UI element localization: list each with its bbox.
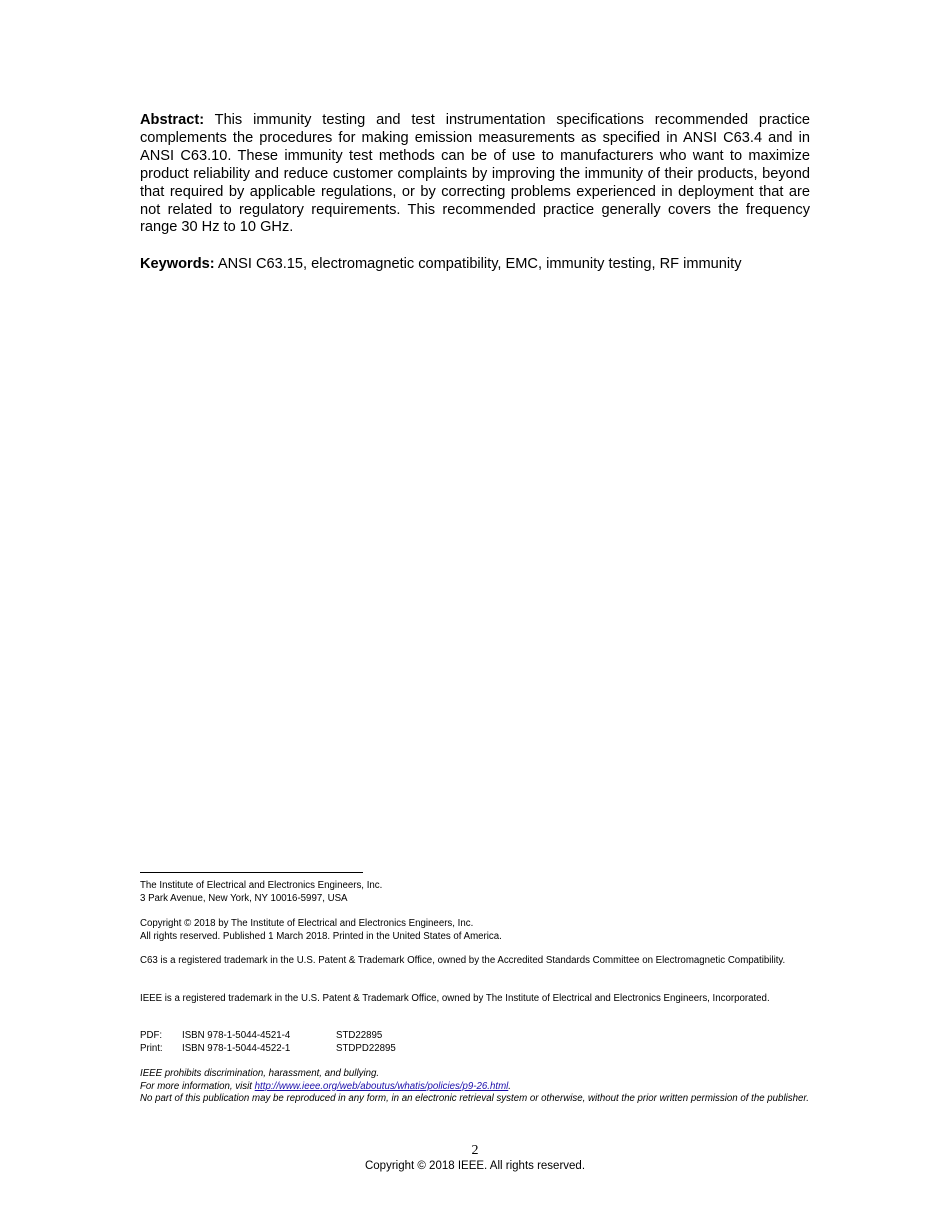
policy-link[interactable]: http://www.ieee.org/web/aboutus/whatis/policies/p9-26.html	[254, 1080, 509, 1092]
isbn-format: Print:	[140, 1042, 163, 1054]
copyright-block	[140, 918, 812, 943]
notice-line-1: IEEE prohibits discrimination, harassment, and bullying.	[140, 1068, 380, 1079]
notice-line-2-suffix: .	[508, 1080, 511, 1092]
copyright-line-1: Copyright © 2018 by The Institute of Electrical and Electronics Engineers, Inc.	[140, 918, 474, 929]
isbn-number: ISBN 978-1-5044-4522-1	[182, 1042, 291, 1054]
isbn-std: STDPD22895	[336, 1042, 396, 1054]
isbn-number: ISBN 978-1-5044-4521-4	[182, 1030, 291, 1041]
c63-trademark-block	[140, 955, 812, 968]
footnote-divider	[140, 872, 363, 873]
isbn-format: PDF:	[140, 1030, 163, 1041]
notice-line-2	[140, 1081, 812, 1094]
ieee-trademark-text: IEEE is a registered trademark in the U.S. Patent & Trademark Office, owned by The Institute of Electrical and Electronics Engineers, Incorporated.	[140, 993, 770, 1004]
c63-trademark-text: C63 is a registered trademark in the U.S. Patent & Trademark Office, owned by the Accredited Standards Committee on Electromagnetic Compatibility.	[140, 955, 786, 966]
notice-block	[140, 1068, 812, 1106]
keywords-label: Keywords:	[140, 256, 215, 272]
isbn-std: STD22895	[336, 1030, 383, 1041]
ieee-trademark-block	[140, 993, 812, 1006]
notice-line-3: No part of this publication may be reproduced in any form, in an electronic retrieval system or otherwise, without the prior written permission of the publisher.	[140, 1093, 809, 1104]
page-number: 2	[471, 1143, 479, 1158]
abstract-text: This immunity testing and test instrumentation specifications recommended practice complements the procedures for making emission measurements as specified in ANSI C63.4 and in ANSI C63.10. These immunity test methods can be of use to manufacturers who want to maximize product reliability and reduce customer complaints by improving the immunity of their products, beyond that required by applicable regulations, or by correcting problems experienced in deployment that are not related to regulatory requirements. This recommended practice generally covers the frequency range 30 Hz to 10 GHz.	[140, 112, 810, 236]
keywords-paragraph	[140, 255, 810, 273]
footer-copyright: Copyright © 2018 IEEE. All rights reserved.	[364, 1160, 586, 1172]
publisher-address: 3 Park Avenue, New York, NY 10016-5997, USA	[140, 892, 348, 904]
abstract-paragraph	[140, 112, 810, 237]
isbn-row-print	[140, 1043, 812, 1056]
copyright-line-2: All rights reserved. Published 1 March 2018. Printed in the United States of America.	[140, 930, 502, 942]
isbn-row-pdf	[140, 1030, 812, 1043]
abstract-label: Abstract:	[140, 112, 205, 128]
publisher-block	[140, 880, 812, 905]
notice-line-2-prefix: For more information, visit	[140, 1080, 255, 1092]
keywords-text: ANSI C63.15, electromagnetic compatibility, EMC, immunity testing, RF immunity	[217, 256, 742, 272]
isbn-block	[140, 1030, 812, 1055]
publisher-name: The Institute of Electrical and Electronics Engineers, Inc.	[140, 880, 383, 891]
